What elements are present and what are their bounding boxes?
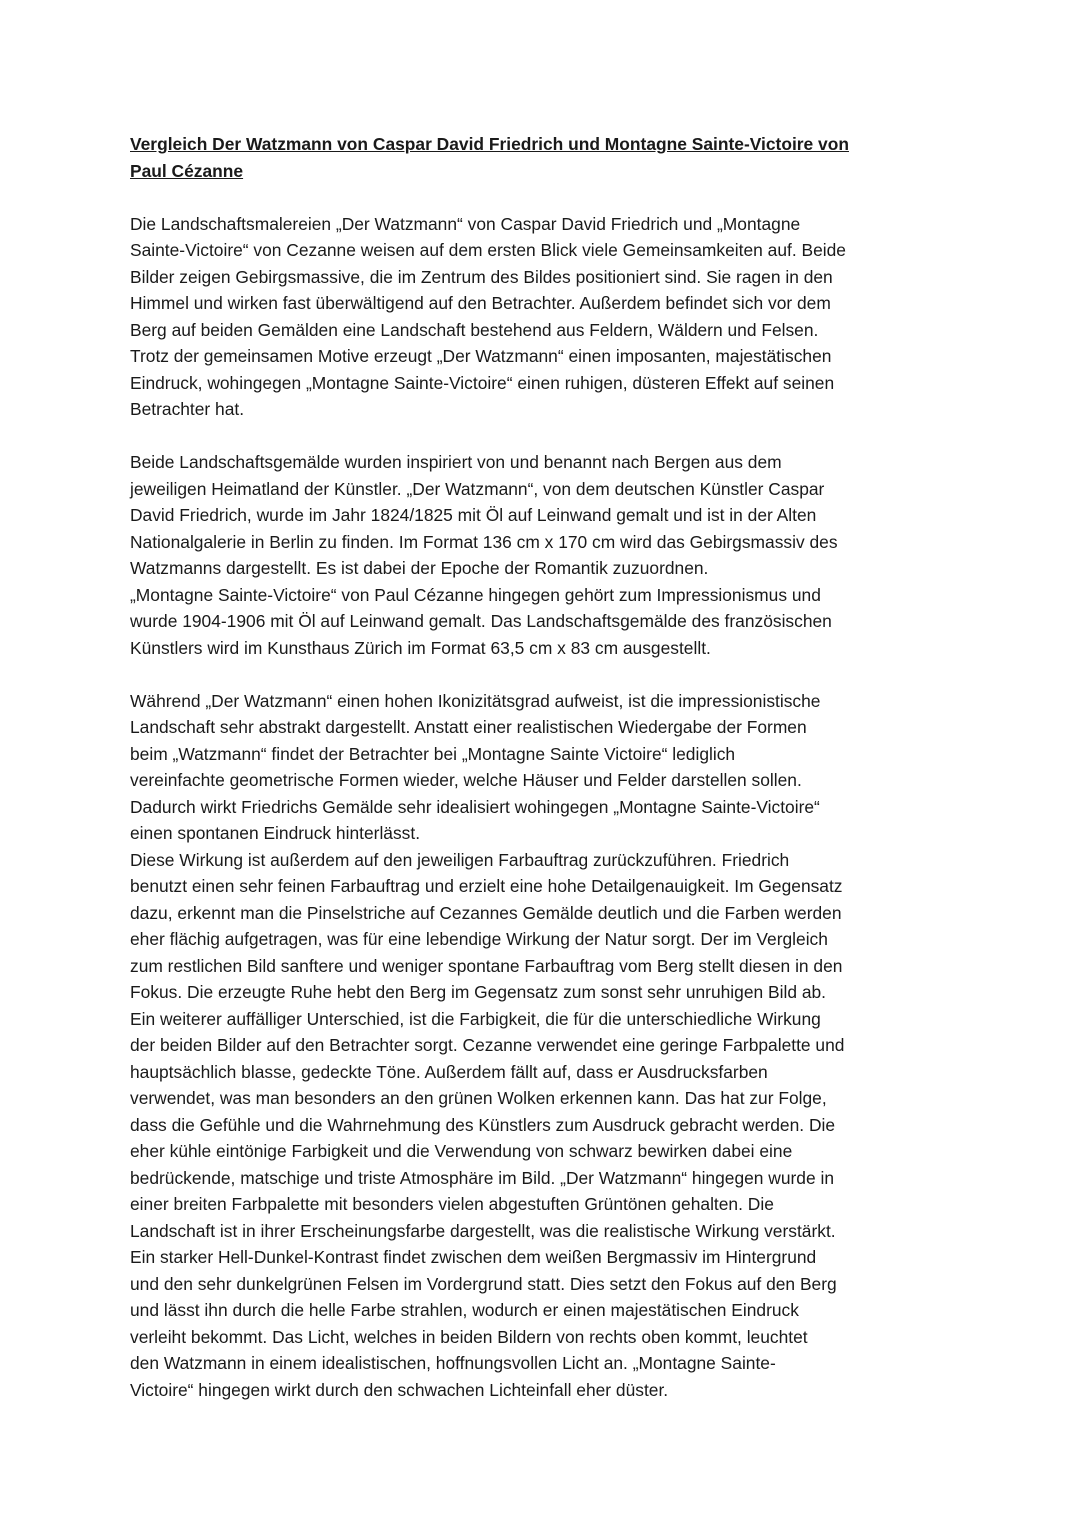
text-line: verleiht bekommt. Das Licht, welches in beiden Bildern von rechts oben kommt, leuchtet — [130, 1326, 808, 1347]
text-line: Fokus. Die erzeugte Ruhe hebt den Berg im Gegensatz zum sonst sehr unruhigen Bild ab. — [130, 982, 827, 1002]
text-line: Während „Der Watzmann“ einen hohen Ikonizitätsgrad aufweist, ist die impressionistische — [130, 690, 821, 711]
text-line: Künstlers wird im Kunsthaus Zürich im Format 63,5 cm x 83 cm ausgestellt. — [130, 637, 711, 658]
text-line: wurde 1904-1906 mit Öl auf Leinwand gemalt. Das Landschaftsgemälde des französischen — [130, 611, 832, 631]
text-line: Victoire“ hingegen wirkt durch den schwachen Lichteinfall eher düster. — [130, 1379, 669, 1400]
document-page — [130, 131, 960, 1403]
paragraph-gap — [130, 423, 960, 450]
text-line: und den sehr dunkelgrünen Felsen im Vordergrund statt. Dies setzt den Fokus auf den Berg — [130, 1273, 837, 1294]
text-line: benutzt einen sehr feinen Farbauftrag und erzielt eine hohe Detailgenauigkeit. Im Gegensatz — [130, 876, 843, 896]
text-line: dazu, erkennt man die Pinselstriche auf Cezannes Gemälde deutlich und die Farben werden — [130, 902, 842, 923]
text-line: Dadurch wirkt Friedrichs Gemälde sehr idealisiert wohingegen „Montagne Sainte-Victoire“ — [130, 796, 820, 817]
text-line: „Montagne Sainte-Victoire“ von Paul Cézanne hingegen gehört zum Impressionismus und — [130, 584, 821, 605]
text-line: einer breiten Farbpalette mit besonders vielen abgestuften Grüntönen gehalten. Die — [130, 1194, 774, 1214]
text-line: der beiden Bilder auf den Betrachter sorgt. Cezanne verwendet eine geringe Farbpalette und — [130, 1035, 845, 1055]
text-line: hauptsächlich blasse, gedeckte Töne. Außerdem fällt auf, dass er Ausdrucksfarben — [130, 1061, 768, 1082]
paragraph-1 — [130, 211, 960, 423]
text-line: Die Landschaftsmalereien „Der Watzmann“ von Caspar David Friedrich und „Montagne — [130, 213, 801, 234]
text-line: den Watzmann in einem idealistischen, hoffnungsvollen Licht an. „Montagne Sainte- — [130, 1353, 776, 1373]
text-line: Berg auf beiden Gemälden eine Landschaft bestehend aus Feldern, Wäldern und Felsen. — [130, 319, 819, 340]
paragraph-2 — [130, 449, 960, 661]
title-line: Paul Cézanne — [130, 160, 244, 181]
text-line: Trotz der gemeinsamen Motive erzeugt „Der Watzmann“ einen imposanten, majestätischen — [130, 346, 832, 366]
text-line: Himmel und wirken fast überwältigend auf den Betrachter. Außerdem befindet sich vor dem — [130, 293, 831, 313]
document-title — [130, 131, 960, 184]
text-line: David Friedrich, wurde im Jahr 1824/1825 mit Öl auf Leinwand gemalt und ist in der Alten — [130, 505, 817, 525]
text-line: Ein weiterer auffälliger Unterschied, ist die Farbigkeit, die für die unterschiedliche Wirkung — [130, 1008, 821, 1029]
text-line: zum restlichen Bild sanftere und weniger spontane Farbauftrag vom Berg stellt diesen in den — [130, 955, 843, 976]
text-line: dass die Gefühle und die Wahrnehmung des Künstlers zum Ausdruck gebracht werden. Die — [130, 1114, 836, 1135]
title-line: Vergleich Der Watzmann von Caspar David Friedrich und Montagne Sainte-Victoire von — [130, 134, 849, 154]
paragraph-3 — [130, 688, 960, 1404]
text-line: Bilder zeigen Gebirgsmassive, die im Zentrum des Bildes positioniert sind. Sie ragen in den — [130, 266, 833, 287]
text-line: eher flächig aufgetragen, was für eine lebendige Wirkung der Natur sorgt. Der im Vergleich — [130, 929, 828, 949]
text-line: Eindruck, wohingegen „Montagne Sainte-Victoire“ einen ruhigen, düsteren Effekt auf seinen — [130, 372, 835, 393]
text-line: Betrachter hat. — [130, 399, 245, 419]
text-line: Beide Landschaftsgemälde wurden inspiriert von und benannt nach Bergen aus dem — [130, 452, 782, 472]
text-line: Watzmanns dargestellt. Es ist dabei der Epoche der Romantik zuzuordnen. — [130, 558, 709, 578]
text-line: und lässt ihn durch die helle Farbe strahlen, wodurch er einen majestätischen Eindruck — [130, 1300, 799, 1320]
text-line: Landschaft ist in ihrer Erscheinungsfarbe dargestellt, was die realistische Wirkung verstärkt. — [130, 1220, 836, 1241]
text-line: eher kühle eintönige Farbigkeit und die Verwendung von schwarz bewirken dabei eine — [130, 1141, 793, 1161]
text-line: Landschaft sehr abstrakt dargestellt. Anstatt einer realistischen Wiedergabe der Formen — [130, 717, 807, 737]
text-line: vereinfachte geometrische Formen wieder, welche Häuser und Felder darstellen sollen. — [130, 770, 802, 790]
text-line: Diese Wirkung ist außerdem auf den jeweiligen Farbauftrag zurückzuführen. Friedrich — [130, 849, 790, 870]
text-line: bedrückende, matschige und triste Atmosphäre im Bild. „Der Watzmann“ hingegen wurde in — [130, 1167, 835, 1188]
text-line: jeweiligen Heimatland der Künstler. „Der Watzmann“, von dem deutschen Künstler Caspar — [130, 478, 825, 499]
paragraph-gap — [130, 661, 960, 688]
text-line: verwendet, was man besonders an den grünen Wolken erkennen kann. Das hat zur Folge, — [130, 1088, 827, 1108]
text-line: Ein starker Hell-Dunkel-Kontrast findet zwischen dem weißen Bergmassiv im Hintergrund — [130, 1247, 817, 1267]
text-line: Nationalgalerie in Berlin zu finden. Im Format 136 cm x 170 cm wird das Gebirgsmassiv des — [130, 531, 838, 552]
text-line: beim „Watzmann“ findet der Betrachter bei „Montagne Sainte Victoire“ lediglich — [130, 743, 736, 764]
text-line: Sainte-Victoire“ von Cezanne weisen auf dem ersten Blick viele Gemeinsamkeiten auf. Beide — [130, 240, 846, 260]
text-line: einen spontanen Eindruck hinterlässt. — [130, 823, 421, 843]
